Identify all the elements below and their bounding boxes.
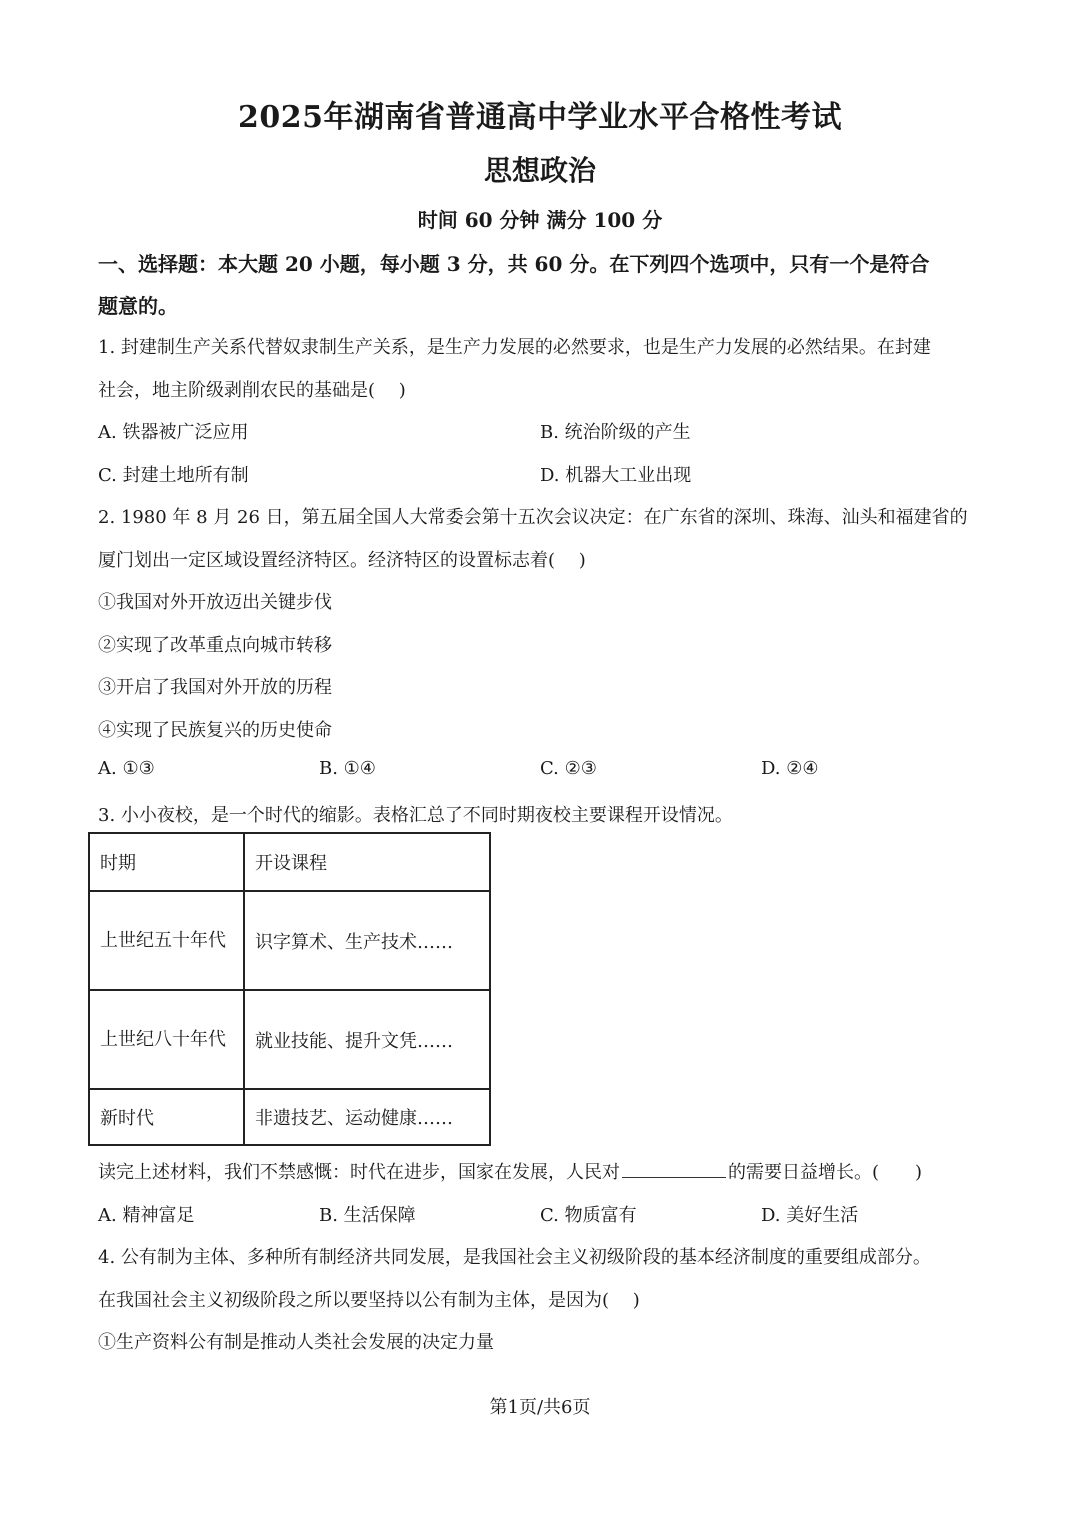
q3-question-pre: 读完上述材料，我们不禁感慨：时代在进步，国家在发展，人民对: [98, 1162, 620, 1183]
q3-option-b[interactable]: B. 生活保障: [319, 1205, 416, 1226]
q4-stem-cont: 在我国社会主义初级阶段之所以要坚持以公有制为主体，是因为( ): [98, 1290, 640, 1311]
q2-option-a[interactable]: A. ①③: [98, 758, 155, 779]
exam-title: 2025年湖南省普通高中学业水平合格性考试: [238, 100, 842, 135]
table-header-row: [89, 833, 490, 891]
q3-option-c[interactable]: C. 物质富有: [540, 1205, 637, 1226]
night-school-course-table: [88, 832, 491, 1146]
table-cell-courses: 就业技能、提升文凭……: [244, 990, 490, 1089]
q2-stem-cont: 厦门划出一定区域设置经济特区。经济特区的设置标志着( ): [98, 550, 586, 571]
q2-option-d[interactable]: D. ②④: [761, 758, 819, 779]
table-cell-courses: 识字算术、生产技术……: [244, 891, 490, 990]
q1-stem-cont: 社会，地主阶级剥削农民的基础是( ): [98, 380, 406, 401]
page-number: 第1页/共6页: [489, 1397, 591, 1418]
q3-option-a[interactable]: A. 精神富足: [98, 1205, 195, 1226]
table-row: [89, 990, 490, 1089]
q2-item-3: ③开启了我国对外开放的历程: [98, 677, 332, 698]
table-cell-period: 上世纪八十年代: [89, 990, 244, 1089]
q1-option-d[interactable]: D. 机器大工业出现: [540, 465, 692, 486]
table-row: [89, 891, 490, 990]
q4-stem: 4. 公有制为主体、多种所有制经济共同发展，是我国社会主义初级阶段的基本经济制度的重要组成部分。: [98, 1247, 931, 1268]
section-heading-cont: 题意的。: [98, 294, 178, 318]
q3-option-d[interactable]: D. 美好生活: [761, 1205, 859, 1226]
q4-item-1: ①生产资料公有制是推动人类社会发展的决定力量: [98, 1332, 494, 1353]
q2-option-c[interactable]: C. ②③: [540, 758, 597, 779]
q1-option-a[interactable]: A. 铁器被广泛应用: [98, 422, 249, 443]
table-cell-period: 新时代: [89, 1089, 244, 1145]
subject-title: 思想政治: [483, 154, 596, 187]
q2-item-4: ④实现了民族复兴的历史使命: [98, 720, 332, 741]
table-header-cell: 时期: [89, 833, 244, 891]
section-heading: 一、选择题：本大题 20 小题，每小题 3 分，共 60 分。在下列四个选项中，只有一个是符合: [98, 252, 930, 276]
q3-question-post: 的需要日益增长。( ): [728, 1162, 923, 1183]
q2-item-2: ②实现了改革重点向城市转移: [98, 635, 332, 656]
answer-blank[interactable]: [622, 1159, 726, 1178]
q3-stem: 3. 小小夜校，是一个时代的缩影。表格汇总了不同时期夜校主要课程开设情况。: [98, 805, 733, 826]
q2-stem: 2. 1980 年 8 月 26 日，第五届全国人大常委会第十五次会议决定：在广东省的深圳、珠海、汕头和福建省的: [98, 507, 968, 528]
q1-option-b[interactable]: B. 统治阶级的产生: [540, 422, 691, 443]
q3-question: [98, 1158, 922, 1184]
table-cell-period: 上世纪五十年代: [89, 891, 244, 990]
q2-item-1: ①我国对外开放迈出关键步伐: [98, 592, 332, 613]
table-row: [89, 1089, 490, 1145]
table-header-cell: 开设课程: [244, 833, 490, 891]
q2-option-b[interactable]: B. ①④: [319, 758, 376, 779]
q1-stem: 1. 封建制生产关系代替奴隶制生产关系，是生产力发展的必然要求，也是生产力发展的必然结果。在封建: [98, 337, 931, 358]
exam-meta: 时间 60 分钟 满分 100 分: [417, 208, 663, 232]
table-cell-courses: 非遗技艺、运动健康……: [244, 1089, 490, 1145]
q1-option-c[interactable]: C. 封建土地所有制: [98, 465, 249, 486]
